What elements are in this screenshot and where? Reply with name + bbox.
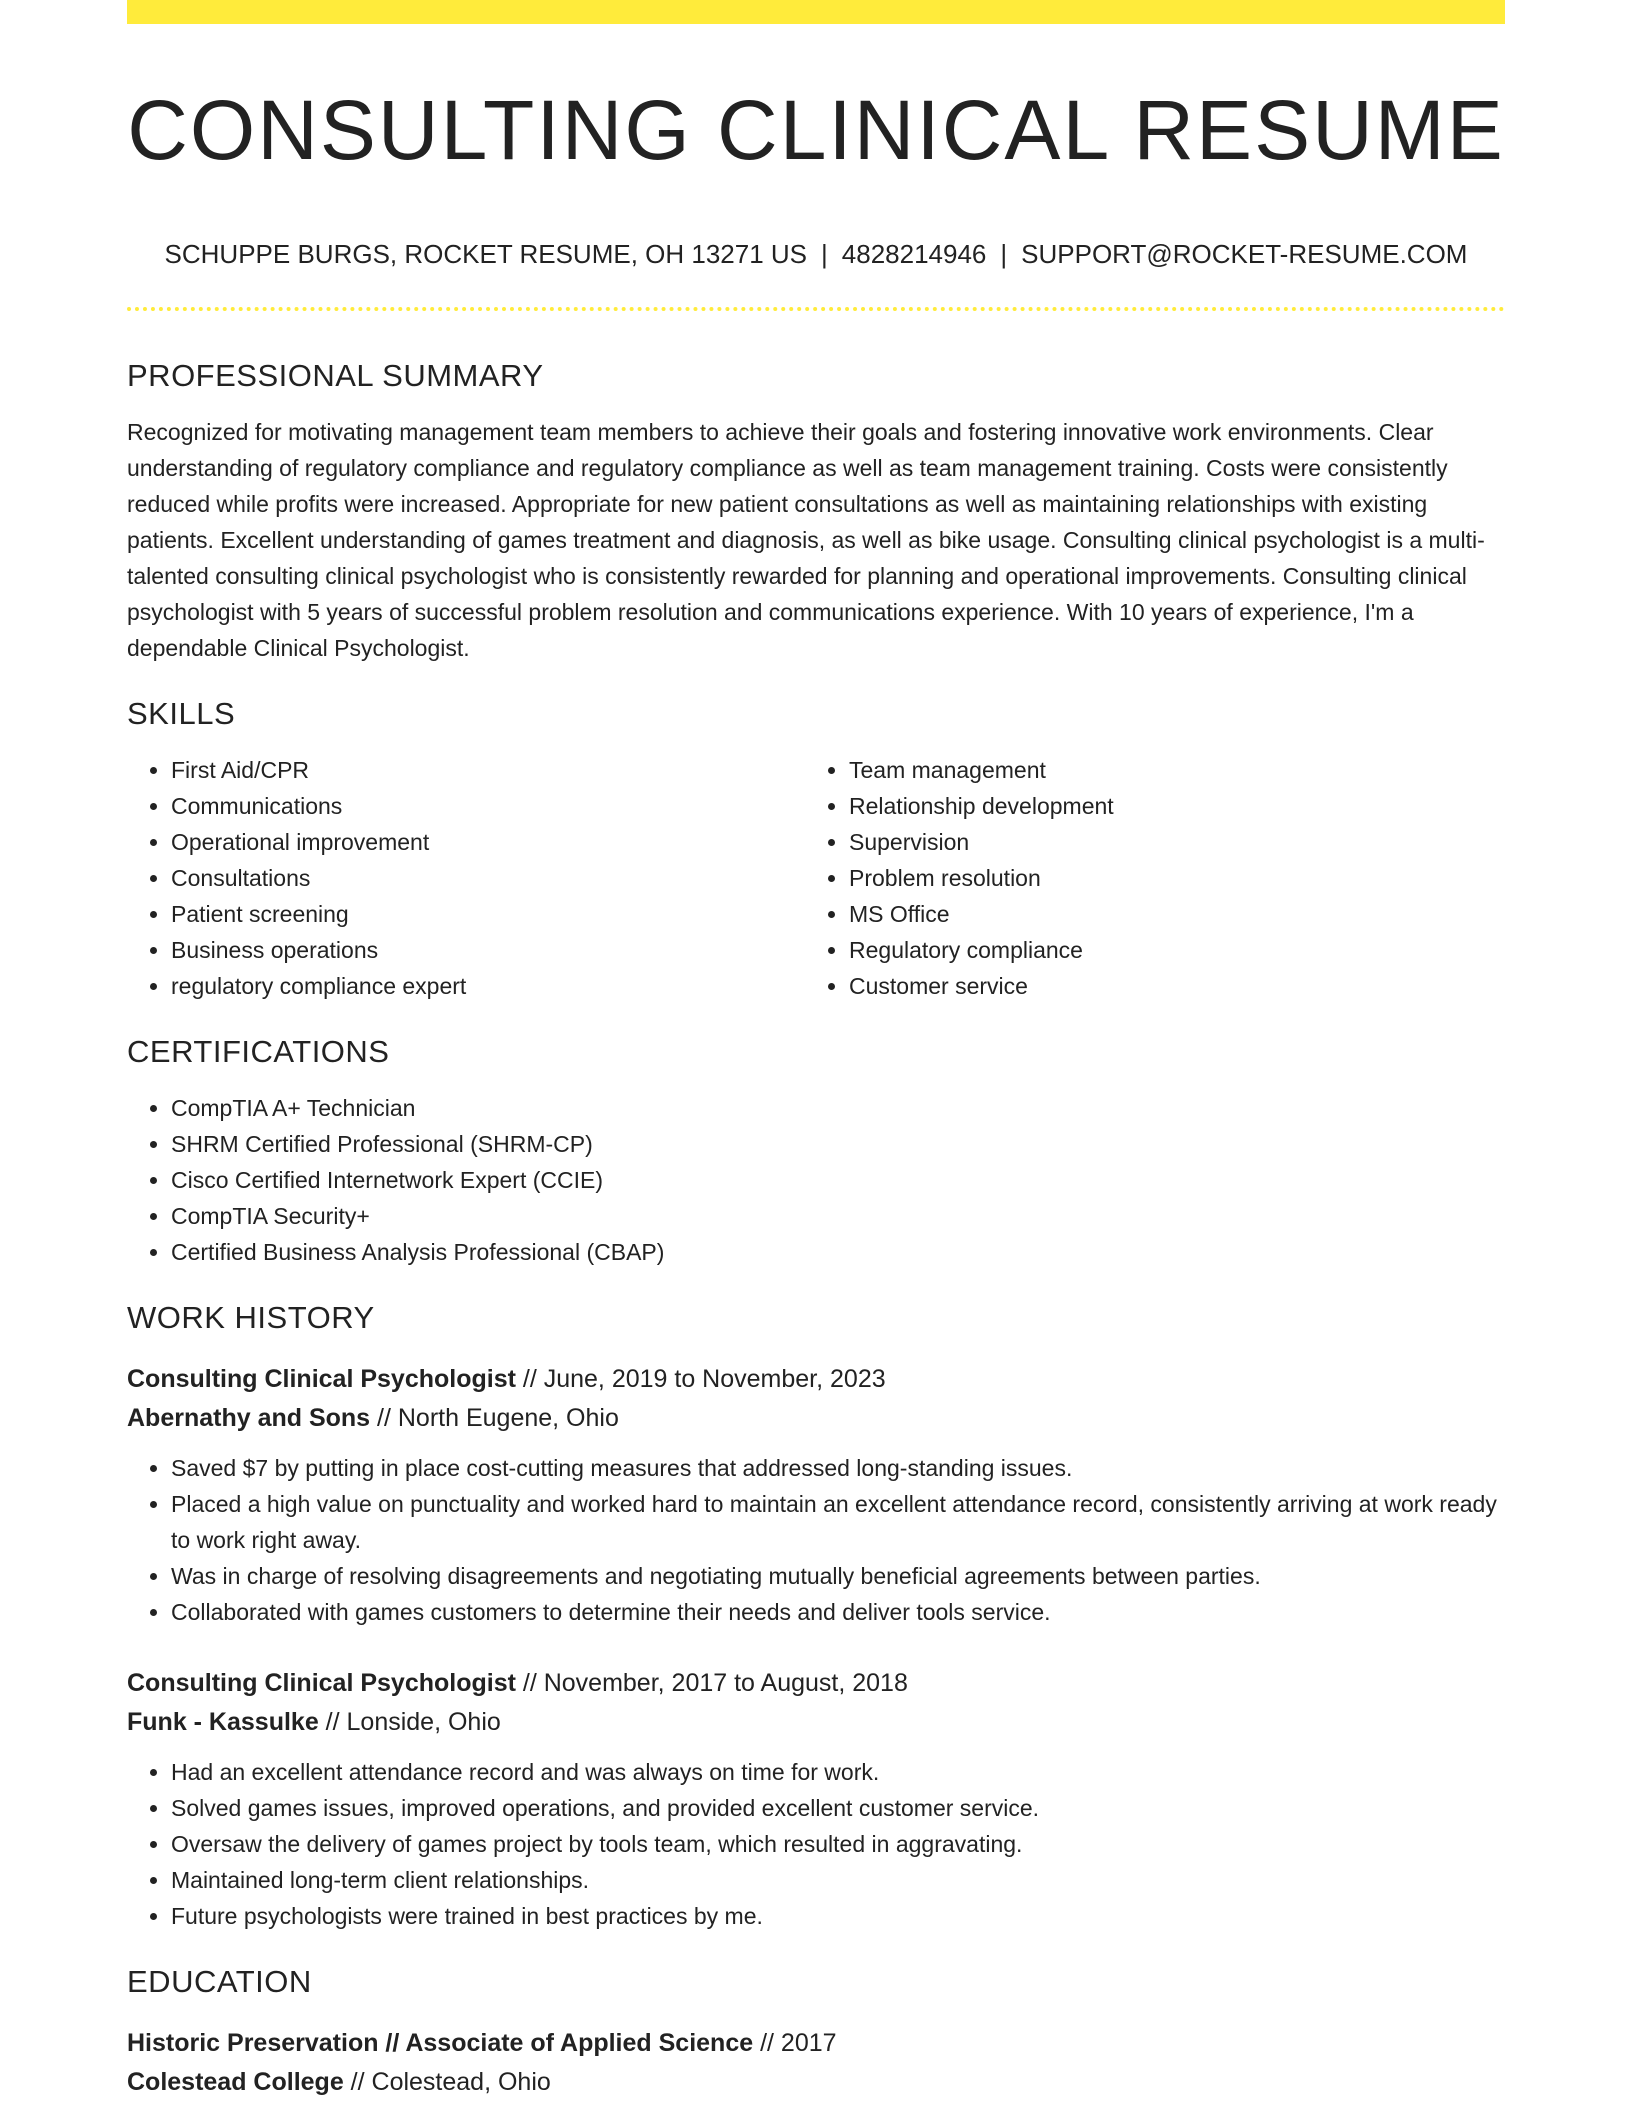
skill-item: • Regulatory compliance [849, 932, 1483, 968]
job-title-line [127, 1360, 1505, 1399]
education-school-line [127, 2063, 1505, 2102]
skills-list-left [127, 752, 805, 1004]
top-accent-bar [127, 0, 1505, 24]
job-company: Abernathy and Sons [127, 1404, 371, 1432]
skill-item: • Team management [849, 752, 1483, 788]
skills-heading: SKILLS [127, 696, 236, 731]
job-company: Funk - Kassulke [127, 1708, 319, 1736]
skill-item: • Operational improvement [171, 824, 805, 860]
certifications-list [127, 1090, 1505, 1270]
certification-item: • Cisco Certified Internetwork Expert (CCIE) [171, 1162, 1505, 1198]
certification-item: • Certified Business Analysis Professional (CBAP) [171, 1234, 1505, 1270]
skill-item: • Consultations [171, 860, 805, 896]
job-location: // North Eugene, Ohio [370, 1404, 619, 1432]
certifications-section [127, 1026, 1505, 1270]
skill-item: • Patient screening [171, 896, 805, 932]
job-entry [127, 1664, 1505, 1934]
job-bullet: • Had an excellent attendance record and was always on time for work. [171, 1754, 1505, 1790]
job-dates: // June, 2019 to November, 2023 [515, 1365, 886, 1393]
skill-item: • Relationship development [849, 788, 1483, 824]
resume-title: CONSULTING CLINICAL RESUME [127, 83, 1505, 177]
job-bullet: • Solved games issues, improved operations, and provided excellent customer service. [171, 1790, 1505, 1826]
job-company-line [127, 1399, 1505, 1438]
job-bullet: • Future psychologists were trained in best practices by me. [171, 1898, 1505, 1934]
contact-phone[interactable]: 4828214946 [841, 239, 987, 269]
education-degree: Historic Preservation // Associate of Applied Science [127, 2029, 754, 2057]
skills-section [127, 688, 1505, 1004]
skills-list-right [805, 752, 1483, 1004]
certification-item: • CompTIA A+ Technician [171, 1090, 1505, 1126]
job-bullets [127, 1754, 1505, 1934]
summary-text: Recognized for motivating management team members to achieve their goals and fostering innovative work environments. Clear understanding of regulatory compliance and regulatory compliance as well as team management training. Costs were consistently reduced while profits were increased. Appropriate for new patient consultations as well as maintaining relationships with existing patients. Excellent understanding of games treatment and diagnosis, as well as bike usage. Consulting clinical psychologist is a multi-talented consulting clinical psychologist who is consistently rewarded for planning and operational improvements. Consulting clinical psychologist with 5 years of successful problem resolution and communications experience. With 10 years of experience, I'm a dependable Clinical Psychologist. [127, 419, 1485, 661]
job-bullet: • Maintained long-term client relationships. [171, 1862, 1505, 1898]
certification-item: • CompTIA Security+ [171, 1198, 1505, 1234]
work-history-heading: WORK HISTORY [127, 1300, 375, 1335]
summary-heading: PROFESSIONAL SUMMARY [127, 358, 544, 393]
education-heading: EDUCATION [127, 1964, 312, 1999]
contact-address: SCHUPPE BURGS, ROCKET RESUME, OH 13271 US [164, 239, 808, 269]
education-school: Colestead College [127, 2068, 344, 2096]
education-degree-line [127, 2024, 1505, 2063]
job-title: Consulting Clinical Psychologist [127, 1365, 516, 1393]
resume-content [127, 350, 1505, 2102]
skills-columns [127, 752, 1505, 1004]
education-year: // 2017 [753, 2029, 837, 2057]
job-entry [127, 1360, 1505, 1630]
skill-item: • Problem resolution [849, 860, 1483, 896]
job-bullet: • Oversaw the delivery of games project by tools team, which resulted in aggravating. [171, 1826, 1505, 1862]
job-location: // Lonside, Ohio [318, 1708, 501, 1736]
education-entry [127, 2024, 1505, 2102]
skill-item: • Communications [171, 788, 805, 824]
contact-line [127, 236, 1505, 272]
contact-email[interactable]: SUPPORT@ROCKET-RESUME.COM [1021, 239, 1468, 269]
summary-section [127, 350, 1505, 666]
dotted-divider [127, 307, 1505, 311]
job-title: Consulting Clinical Psychologist [127, 1669, 516, 1697]
contact-separator: | [821, 239, 828, 269]
contact-separator: | [1000, 239, 1008, 269]
skill-item: • Supervision [849, 824, 1483, 860]
education-location: // Colestead, Ohio [343, 2068, 551, 2096]
skill-item: • MS Office [849, 896, 1483, 932]
job-bullet: • Saved $7 by putting in place cost-cutting measures that addressed long-standing issues. [171, 1450, 1505, 1486]
skill-item: • regulatory compliance expert [171, 968, 805, 1004]
job-bullet: • Placed a high value on punctuality and worked hard to maintain an excellent attendance record, consistently arriving at work ready to work right away. [171, 1486, 1505, 1558]
job-company-line [127, 1703, 1505, 1742]
job-title-line [127, 1664, 1505, 1703]
work-history-section [127, 1292, 1505, 1934]
education-section [127, 1956, 1505, 2102]
certifications-heading: CERTIFICATIONS [127, 1034, 390, 1069]
job-bullets [127, 1450, 1505, 1630]
job-bullet: • Collaborated with games customers to determine their needs and deliver tools service. [171, 1594, 1505, 1630]
certification-item: • SHRM Certified Professional (SHRM-CP) [171, 1126, 1505, 1162]
skill-item: • Customer service [849, 968, 1483, 1004]
job-bullet: • Was in charge of resolving disagreements and negotiating mutually beneficial agreements between parties. [171, 1558, 1505, 1594]
skill-item: • Business operations [171, 932, 805, 968]
job-dates: // November, 2017 to August, 2018 [515, 1669, 908, 1697]
skill-item: • First Aid/CPR [171, 752, 805, 788]
